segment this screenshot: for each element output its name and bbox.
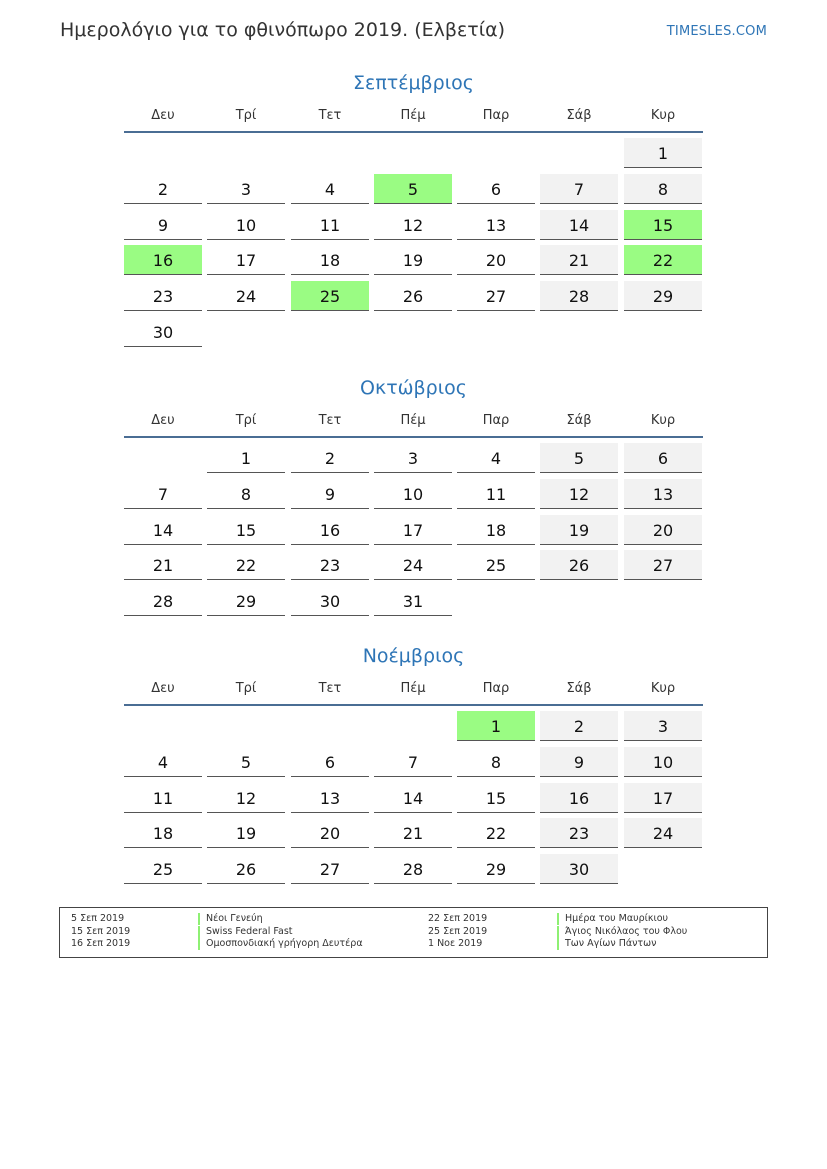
day-cell: 15: [457, 783, 535, 813]
day-cell: 25: [124, 854, 202, 884]
day-cell: 6: [457, 174, 535, 204]
weekday-label: Σάβ: [566, 681, 592, 696]
day-cell: 9: [291, 479, 369, 509]
day-cell: 10: [207, 210, 285, 240]
weekday-label: Τρί: [235, 108, 257, 123]
weekday-label: Τετ: [318, 413, 342, 428]
weekday-label: Τρί: [235, 681, 257, 696]
day-cell: 29: [457, 854, 535, 884]
day-cell: 27: [457, 281, 535, 311]
day-cell: 14: [540, 210, 618, 240]
day-cell: 5: [207, 747, 285, 777]
day-cell: 9: [124, 210, 202, 240]
day-cell: 13: [624, 479, 702, 509]
legend-holiday-name: Swiss Federal Fast: [198, 926, 293, 938]
legend-holiday-name: Νέοι Γενεύη: [198, 913, 263, 925]
weekday-label: Δευ: [151, 413, 175, 428]
weekday-label: Τετ: [318, 108, 342, 123]
day-cell: 21: [374, 818, 452, 848]
weekday-label: Παρ: [482, 108, 510, 123]
legend-holiday-name: Ομοσπονδιακή γρήγορη Δευτέρα: [198, 938, 363, 950]
weekday-label: Κυρ: [650, 108, 676, 123]
legend-date: 25 Σεπ 2019: [428, 926, 488, 937]
holiday-day-cell: 22: [624, 245, 702, 275]
day-cell: 7: [540, 174, 618, 204]
weekday-label: Δευ: [151, 681, 175, 696]
day-cell: 30: [124, 317, 202, 347]
day-cell: 12: [540, 479, 618, 509]
day-cell: 10: [624, 747, 702, 777]
holiday-day-cell: 16: [124, 245, 202, 275]
day-cell: 12: [207, 783, 285, 813]
day-cell: 4: [457, 443, 535, 473]
legend-date: 15 Σεπ 2019: [71, 926, 131, 937]
day-cell: 22: [457, 818, 535, 848]
day-cell: 20: [291, 818, 369, 848]
holiday-day-cell: 5: [374, 174, 452, 204]
day-cell: 17: [374, 515, 452, 545]
day-cell: 24: [374, 550, 452, 580]
legend-date: 1 Νοε 2019: [428, 938, 483, 949]
day-cell: 8: [207, 479, 285, 509]
weekday-header: [124, 679, 703, 706]
day-cell: 11: [291, 210, 369, 240]
day-cell: 14: [124, 515, 202, 545]
holiday-legend: [59, 907, 768, 958]
day-cell: 19: [540, 515, 618, 545]
day-cell: 3: [374, 443, 452, 473]
page-title: Ημερολόγιο για το φθινόπωρο 2019. (Ελβετία): [60, 19, 506, 41]
day-cell: 20: [457, 245, 535, 275]
weekday-header: [124, 106, 703, 133]
day-cell: 9: [540, 747, 618, 777]
month-title: Οκτώβριος: [360, 377, 467, 399]
legend-holiday-name: Ημέρα του Μαυρίκιου: [557, 913, 668, 925]
weekday-label: Παρ: [482, 681, 510, 696]
legend-date: 5 Σεπ 2019: [71, 913, 125, 924]
day-cell: 11: [124, 783, 202, 813]
day-cell: 15: [207, 515, 285, 545]
day-grid: [124, 133, 703, 354]
day-cell: 2: [124, 174, 202, 204]
day-cell: 23: [124, 281, 202, 311]
day-cell: 13: [457, 210, 535, 240]
day-cell: 2: [291, 443, 369, 473]
day-cell: 30: [291, 586, 369, 616]
day-cell: 7: [374, 747, 452, 777]
day-cell: 4: [124, 747, 202, 777]
day-cell: 29: [207, 586, 285, 616]
day-cell: 12: [374, 210, 452, 240]
day-cell: 28: [374, 854, 452, 884]
day-cell: 28: [124, 586, 202, 616]
weekday-label: Κυρ: [650, 413, 676, 428]
day-cell: 27: [624, 550, 702, 580]
holiday-day-cell: 15: [624, 210, 702, 240]
day-cell: 13: [291, 783, 369, 813]
day-cell: 20: [624, 515, 702, 545]
day-cell: 24: [624, 818, 702, 848]
weekday-label: Τετ: [318, 681, 342, 696]
day-cell: 2: [540, 711, 618, 741]
day-cell: 18: [457, 515, 535, 545]
legend-date: 22 Σεπ 2019: [428, 913, 488, 924]
site-link[interactable]: TIMESLES.COM: [666, 24, 767, 39]
day-cell: 5: [540, 443, 618, 473]
weekday-label: Σάβ: [566, 413, 592, 428]
weekday-label: Τρί: [235, 413, 257, 428]
day-cell: 19: [207, 818, 285, 848]
day-cell: 16: [291, 515, 369, 545]
day-cell: 4: [291, 174, 369, 204]
day-cell: 25: [457, 550, 535, 580]
day-cell: 26: [374, 281, 452, 311]
day-grid: [124, 438, 703, 623]
month-title: Σεπτέμβριος: [353, 72, 474, 94]
day-cell: 23: [291, 550, 369, 580]
weekday-header: [124, 411, 703, 438]
day-cell: 3: [207, 174, 285, 204]
legend-holiday-name: Άγιος Νικόλαος του Φλου: [557, 926, 687, 938]
day-cell: 21: [540, 245, 618, 275]
day-cell: 30: [540, 854, 618, 884]
day-cell: 22: [207, 550, 285, 580]
day-cell: 10: [374, 479, 452, 509]
month-november: [124, 643, 703, 891]
day-cell: 8: [624, 174, 702, 204]
legend-date: 16 Σεπ 2019: [71, 938, 131, 949]
day-cell: 31: [374, 586, 452, 616]
day-cell: 17: [624, 783, 702, 813]
day-cell: 1: [207, 443, 285, 473]
day-cell: 26: [540, 550, 618, 580]
day-cell: 21: [124, 550, 202, 580]
holiday-day-cell: 25: [291, 281, 369, 311]
month-september: [124, 70, 703, 354]
month-title: Νοέμβριος: [362, 645, 465, 667]
day-cell: 24: [207, 281, 285, 311]
weekday-label: Κυρ: [650, 681, 676, 696]
day-cell: 28: [540, 281, 618, 311]
day-cell: 17: [207, 245, 285, 275]
day-cell: 23: [540, 818, 618, 848]
day-cell: 27: [291, 854, 369, 884]
weekday-label: Παρ: [482, 413, 510, 428]
day-cell: 11: [457, 479, 535, 509]
weekday-label: Πέμ: [400, 413, 426, 428]
day-cell: 29: [624, 281, 702, 311]
day-cell: 6: [624, 443, 702, 473]
holiday-day-cell: 1: [457, 711, 535, 741]
weekday-label: Δευ: [151, 108, 175, 123]
day-cell: 1: [624, 138, 702, 168]
day-cell: 3: [624, 711, 702, 741]
day-cell: 16: [540, 783, 618, 813]
day-cell: 18: [291, 245, 369, 275]
day-grid: [124, 706, 703, 891]
weekday-label: Πέμ: [400, 681, 426, 696]
legend-holiday-name: Των Αγίων Πάντων: [557, 938, 656, 950]
day-cell: 26: [207, 854, 285, 884]
day-cell: 6: [291, 747, 369, 777]
day-cell: 19: [374, 245, 452, 275]
day-cell: 18: [124, 818, 202, 848]
day-cell: 7: [124, 479, 202, 509]
weekday-label: Πέμ: [400, 108, 426, 123]
day-cell: 14: [374, 783, 452, 813]
day-cell: 8: [457, 747, 535, 777]
weekday-label: Σάβ: [566, 108, 592, 123]
month-october: [124, 375, 703, 623]
